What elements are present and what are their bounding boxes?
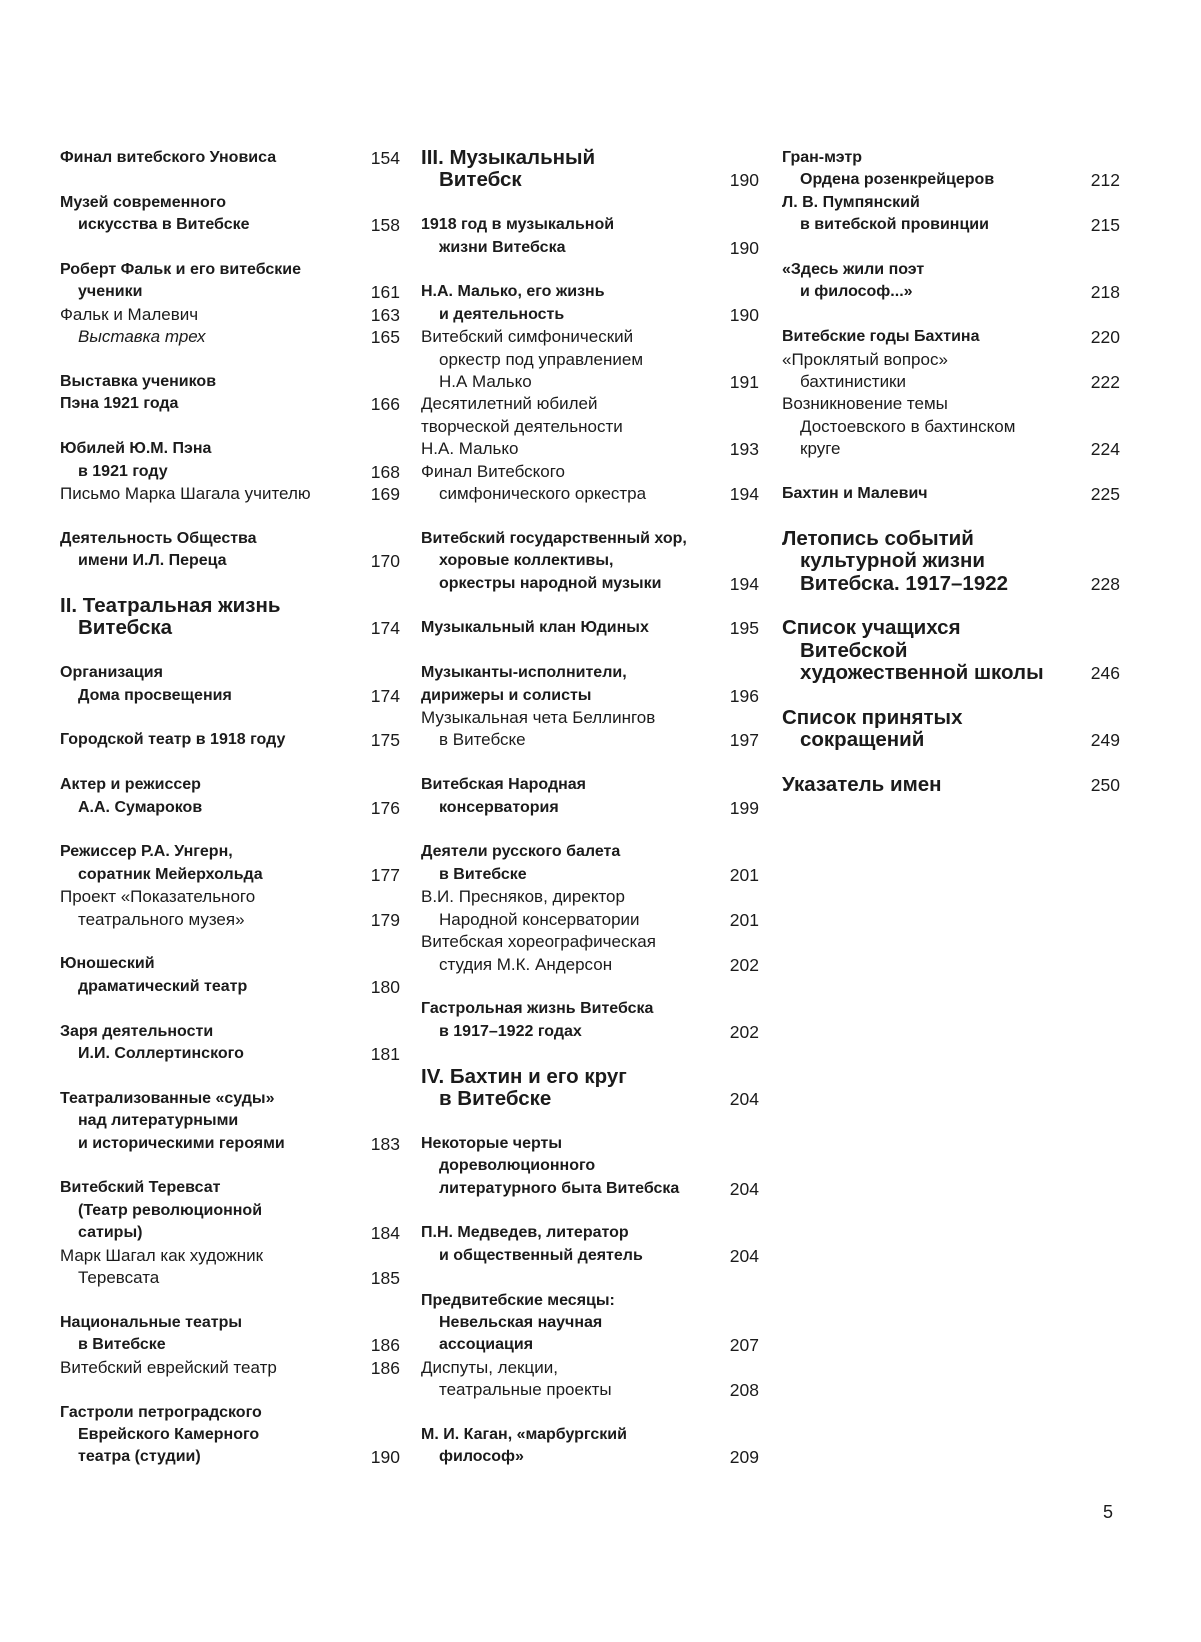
toc-entry-page: 208 (729, 1380, 759, 1401)
toc-entry (60, 528, 400, 573)
toc-entry-page: 191 (729, 372, 759, 393)
toc-entry (60, 147, 400, 169)
toc-entry (60, 953, 400, 998)
toc-entry-page: 197 (729, 730, 759, 751)
toc-entry-page: 185 (370, 1268, 400, 1289)
toc-entry-title: Витебский еврейский театр (60, 1357, 277, 1377)
toc-entry-page: 202 (729, 1021, 759, 1042)
toc-entry (60, 483, 400, 505)
toc-entry-title: Витебский государственный хор, хоровые коллективы, оркестры народной музыки (421, 529, 687, 592)
toc-section-heading (782, 528, 1120, 595)
toc-entry (60, 1021, 400, 1066)
toc-entry-page: 195 (729, 618, 759, 639)
toc-entry-title: IV. Бахтин и его круг в Витебске (421, 1064, 627, 1110)
toc-entry-title: Л. В. Пумпянский в витебской провинции (782, 193, 989, 234)
toc-entry (60, 1088, 400, 1155)
toc-entry (421, 1357, 759, 1402)
toc-entry (421, 1222, 759, 1267)
toc-entry-page: 190 (729, 237, 759, 258)
toc-entry (60, 304, 400, 326)
toc-entry-title: Гран-мэтр Ордена розенкрейцеров (782, 149, 995, 189)
toc-entry-title: Проект «Показательного театрального музея» (60, 887, 256, 929)
toc-entry-title: Национальные театры в Витебске (60, 1313, 243, 1354)
toc-entry-page: 224 (1090, 439, 1120, 460)
toc-entry-page: 165 (370, 327, 400, 348)
toc-entry-title: Письмо Марка Шагала учителю (60, 484, 311, 504)
toc-entry-page: 186 (370, 1357, 400, 1378)
toc-entry (421, 931, 759, 976)
toc-entry-page: 194 (729, 484, 759, 505)
toc-entry (421, 461, 759, 506)
toc-entry (421, 1290, 759, 1357)
toc-entry-title: Финал витебского Уновиса (60, 149, 277, 166)
toc-entry-title: Десятилетний юбилей творческой деятельности Н.А. Малько (421, 394, 623, 459)
toc-entry-title: Заря деятельности И.И. Соллертинского (60, 1022, 244, 1063)
toc-entry (60, 662, 400, 707)
toc-entry-page: 190 (370, 1447, 400, 1468)
toc-entry-title: Музыкальный клан Юдиных (421, 619, 649, 637)
toc-entry-page: 225 (1090, 484, 1120, 505)
toc-entry-page: 190 (729, 304, 759, 325)
toc-entry (60, 886, 400, 931)
toc-entry (60, 1357, 400, 1379)
toc-entry-title: Актер и режиссер А.А. Сумароков (60, 776, 203, 816)
toc-entry-page: 166 (370, 394, 400, 415)
toc-entry (421, 281, 759, 326)
toc-entry-title: «Здесь жили поэт и философ...» (782, 261, 925, 301)
toc-entry-title: Летопись событий культурной жизни Витебска. 1917–1922 (782, 526, 1009, 595)
toc-entry-title: II. Театральная жизнь Витебска (60, 594, 281, 640)
toc-entry (421, 662, 759, 707)
toc-entry-page: 212 (1090, 170, 1120, 191)
toc-entry-page: 199 (729, 797, 759, 818)
toc-entry (60, 371, 400, 416)
toc-entry-title: Театрализованные «суды» над литературными и историческими героями (60, 1089, 285, 1152)
toc-section-heading (421, 1066, 759, 1111)
toc-entry (60, 259, 400, 304)
toc-entry (60, 1245, 400, 1290)
toc-entry (60, 438, 400, 483)
toc-entry (421, 998, 759, 1043)
toc-entry (421, 617, 759, 639)
toc-entry-page: 204 (729, 1088, 759, 1109)
toc-entry-title: Витебский симфонический оркестр под управлением Н.А Малько (421, 327, 644, 392)
toc-entry-page: 194 (729, 573, 759, 594)
toc-entry-page: 170 (370, 551, 400, 572)
toc-entry-page: 176 (370, 797, 400, 818)
toc-entry-page: 207 (729, 1335, 759, 1356)
toc-entry (60, 1177, 400, 1244)
toc-entry-page: 175 (370, 730, 400, 751)
toc-entry-title: Некоторые черты дореволюционного литературного быта Витебска (421, 1134, 680, 1197)
toc-entry (421, 707, 759, 752)
toc-entry-title: Витебские годы Бахтина (782, 328, 980, 346)
toc-entry-page: 181 (370, 1044, 400, 1065)
toc-entry (421, 1133, 759, 1200)
toc-entry-page: 250 (1090, 775, 1120, 796)
toc-entry-page: 190 (729, 170, 759, 191)
toc-entry-page: 158 (370, 215, 400, 236)
toc-entry-page: 228 (1090, 573, 1120, 594)
toc-entry-page: 209 (729, 1447, 759, 1468)
toc-entry-title: Витебский Теревсат (Театр революционной сатиры) (60, 1179, 263, 1242)
toc-entry-title: Музей современного искусства в Витебске (60, 193, 250, 234)
toc-entry-page: 193 (729, 439, 759, 460)
toc-entry (782, 483, 1120, 505)
toc-entry-title: Указатель имен (782, 773, 942, 797)
toc-entry (60, 1402, 400, 1469)
toc-entry-title: Юбилей Ю.М. Пэна в 1921 году (60, 440, 212, 480)
toc-entry-title: Возникновение темы Достоевского в бахтинском круге (782, 394, 1016, 459)
toc-section-heading (782, 707, 1120, 752)
toc-entry (60, 192, 400, 237)
toc-entry-title: Н.А. Малько, его жизнь и деятельность (421, 283, 605, 323)
toc-entry-title: «Проклятый вопрос» бахтинистики (782, 349, 948, 392)
toc-entry-page: 204 (729, 1178, 759, 1199)
toc-entry (60, 326, 400, 348)
toc-entry (60, 1312, 400, 1357)
toc-entry (421, 886, 759, 931)
toc-entry-title: Роберт Фальк и его витебские ученики (60, 261, 302, 301)
toc-entry (60, 774, 400, 819)
toc-entry-page: 196 (729, 685, 759, 706)
toc-entry-title: П.Н. Медведев, литератор и общественный деятель (421, 1224, 643, 1264)
toc-entry-title: Диспуты, лекции, театральные проекты (421, 1357, 612, 1400)
toc-entry (60, 729, 400, 751)
toc-column-3 (782, 147, 1120, 797)
toc-entry-page: 218 (1090, 282, 1120, 303)
toc-entry (421, 774, 759, 819)
toc-entry-page: 184 (370, 1223, 400, 1244)
toc-section-heading (782, 617, 1120, 684)
toc-entry-page: 249 (1090, 730, 1120, 751)
toc-entry (421, 528, 759, 595)
toc-entry-title: Организация Дома просвещения (60, 664, 232, 704)
toc-entry-title: Городской театр в 1918 году (60, 731, 286, 749)
toc-entry-page: 174 (370, 685, 400, 706)
toc-entry-page: 186 (370, 1335, 400, 1356)
toc-entry (782, 147, 1120, 192)
toc-entry-title: Марк Шагал как художник Теревсата (60, 1245, 264, 1288)
toc-entry-title: Финал Витебского симфонического оркестра (421, 461, 647, 504)
toc-entry (60, 841, 400, 886)
toc-entry-page: 222 (1090, 372, 1120, 393)
toc-entry-title: Музыкальная чета Беллингов в Витебске (421, 708, 656, 750)
toc-section-heading (60, 595, 400, 640)
toc-entry (421, 1424, 759, 1469)
toc-entry-title: М. И. Каган, «марбургский философ» (421, 1425, 627, 1466)
toc-entry (782, 393, 1120, 460)
toc-entry-title: Деятельность Общества имени И.Л. Переца (60, 529, 257, 570)
toc-entry-page: 215 (1090, 215, 1120, 236)
toc-entry-page: 154 (370, 148, 400, 168)
toc-entry-title: III. Музыкальный Витебск (421, 146, 596, 192)
page-number: 5 (1103, 1502, 1114, 1522)
toc-entry-page: 204 (729, 1245, 759, 1266)
toc-entry-title: Режиссер Р.А. Унгерн, соратник Мейерхольда (60, 843, 263, 883)
toc-entry-page: 220 (1090, 327, 1120, 348)
toc-entry-title: Фальк и Малевич (60, 304, 199, 324)
toc-entry-title: Список принятых сокращений (782, 706, 963, 752)
toc-entry (782, 259, 1120, 304)
toc-entry-page: 169 (370, 484, 400, 505)
toc-entry (782, 326, 1120, 348)
toc-entry-title: Предвитебские месяцы: Невельская научная ассоциация (421, 1291, 615, 1354)
toc-entry-title: Юношеский драматический театр (60, 955, 248, 995)
toc-entry-page: 161 (370, 282, 400, 303)
toc-entry (421, 326, 759, 393)
toc-entry-title: Музыканты-исполнители, дирижеры и солисты (421, 664, 627, 704)
toc-entry-page: 183 (370, 1133, 400, 1154)
toc-entry-page: 177 (370, 864, 400, 885)
toc-entry-page: 201 (729, 909, 759, 930)
toc-entry-title: Витебская Народная консерватория (421, 776, 587, 816)
toc-entry-title: Деятели русского балета в Витебске (421, 843, 621, 883)
toc-entry (421, 214, 759, 259)
toc-entry-page: 174 (370, 618, 400, 639)
toc-column-1 (60, 147, 400, 1469)
toc-entry-page: 202 (729, 954, 759, 975)
toc-entry (782, 349, 1120, 394)
toc-entry-title: Бахтин и Малевич (782, 485, 928, 503)
toc-entry-page: 179 (370, 909, 400, 930)
toc-entry-title: Гастроли петроградского Еврейского Камерного театра (студии) (60, 1403, 262, 1466)
toc-entry-title: Выставка учеников Пэна 1921 года (60, 373, 217, 413)
toc-column-2 (421, 147, 759, 1469)
toc-entry-page: 180 (370, 976, 400, 997)
toc-entry (782, 192, 1120, 237)
toc-entry (421, 841, 759, 886)
toc-entry-page: 246 (1090, 663, 1120, 684)
toc-entry-title: 1918 год в музыкальной жизни Витебска (421, 216, 615, 256)
toc-entry-title: Витебская хореографическая студия М.К. Андерсон (421, 932, 656, 974)
toc-entry-title: Выставка трех (78, 327, 206, 347)
toc-entry-title: Список учащихся Витебской художественной школы (782, 616, 1044, 685)
toc-entry-page: 163 (370, 304, 400, 325)
toc-entry-title: Гастрольная жизнь Витебска в 1917–1922 годах (421, 1000, 654, 1040)
toc-entry-page: 201 (729, 864, 759, 885)
toc-entry-page: 168 (370, 461, 400, 482)
toc-entry (421, 393, 759, 460)
toc-entry-title: В.И. Пресняков, директор Народной консерватории (421, 887, 640, 929)
toc-section-heading (421, 147, 759, 192)
toc-section-heading (782, 774, 1120, 796)
